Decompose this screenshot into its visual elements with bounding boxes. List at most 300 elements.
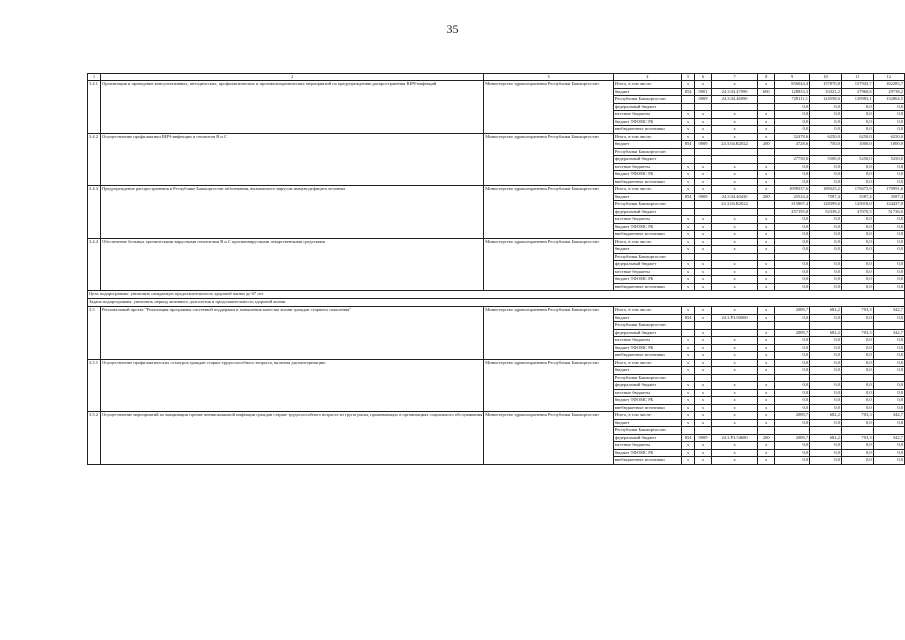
kbk-section: [695, 374, 711, 382]
year-2-amount: 0,0: [841, 457, 873, 465]
kbk-ministry: [682, 201, 695, 209]
year-3-amount: 0,0: [873, 103, 904, 111]
kbk-expense-type: х: [758, 307, 775, 315]
kbk-section: х: [695, 231, 711, 239]
year-2-amount: 176675,9: [841, 186, 873, 194]
total-amount: [775, 374, 810, 382]
total-amount: 0,0: [775, 283, 810, 291]
kbk-section: х: [695, 314, 711, 322]
year-3-amount: 342,7: [873, 412, 904, 420]
year-1-amount: 682,2: [810, 307, 842, 315]
kbk-ministry: х: [682, 359, 695, 367]
kbk-section: х: [695, 344, 711, 352]
year-2-amount: 3587,4: [841, 193, 873, 201]
year-3-amount: 3587,4: [873, 193, 904, 201]
kbk-expense-type: 200: [758, 193, 775, 201]
year-2-amount: [841, 253, 873, 261]
kbk-section: х: [695, 178, 711, 186]
total-amount: 0,0: [775, 178, 810, 186]
funding-source: местные бюджеты: [613, 337, 681, 345]
total-amount: 2089,7: [775, 307, 810, 315]
kbk-target: х: [711, 419, 758, 427]
kbk-target: х: [711, 337, 758, 345]
kbk-section: х: [695, 126, 711, 134]
year-2-amount: 129983,1: [841, 96, 873, 104]
year-3-amount: 0,0: [873, 404, 904, 412]
year-3-amount: 0,0: [873, 223, 904, 231]
year-1-amount: 0,0: [810, 103, 842, 111]
kbk-ministry: х: [682, 457, 695, 465]
kbk-expense-type: х: [758, 412, 775, 420]
kbk-expense-type: х: [758, 186, 775, 194]
event-name: Осуществление профилактики ВИЧ-инфекции и гепатитов В и С: [100, 133, 483, 186]
year-2-amount: 0,0: [841, 111, 873, 119]
kbk-expense-type: х: [758, 359, 775, 367]
kbk-section: х: [695, 449, 711, 457]
funding-source: Республики Башкортостан: [613, 427, 681, 435]
kbk-target: 24.3.04.40430: [711, 193, 758, 201]
year-1-amount: 0,0: [810, 268, 842, 276]
table-row: [88, 307, 905, 315]
kbk-section: 0909: [695, 193, 711, 201]
item-number: 3.4.1: [88, 81, 101, 134]
funding-source: федеральный бюджет: [613, 208, 681, 216]
year-1-amount: 0,0: [810, 178, 842, 186]
funding-source: Республики Башкортостан: [613, 322, 681, 330]
year-1-amount: 0,0: [810, 442, 842, 450]
year-3-amount: 0,0: [873, 389, 904, 397]
kbk-target: 24.3.P3.00000: [711, 314, 758, 322]
funding-source: Итого, в том числе:: [613, 307, 681, 315]
kbk-target: х: [711, 268, 758, 276]
total-amount: 0,0: [775, 442, 810, 450]
kbk-ministry: х: [682, 367, 695, 375]
funding-source: бюджет: [613, 193, 681, 201]
year-3-amount: 5250,0: [873, 156, 904, 164]
year-2-amount: 0,0: [841, 449, 873, 457]
kbk-expense-type: х: [758, 238, 775, 246]
kbk-section: х: [695, 367, 711, 375]
executor-name: Министерство здравоохранения Республики Башкортостан: [484, 186, 614, 239]
year-2-amount: 0,0: [841, 314, 873, 322]
funding-source: Итого, в том числе:: [613, 359, 681, 367]
total-amount: [775, 253, 810, 261]
kbk-ministry: х: [682, 133, 695, 141]
kbk-target: х: [711, 238, 758, 246]
kbk-ministry: 854: [682, 434, 695, 442]
kbk-target: х: [711, 352, 758, 360]
year-3-amount: 0,0: [873, 178, 904, 186]
kbk-ministry: [682, 329, 695, 337]
funding-source: местные бюджеты: [613, 111, 681, 119]
col-number: 8: [758, 74, 775, 81]
funding-source: внебюджетные источники: [613, 178, 681, 186]
year-3-amount: 0,0: [873, 314, 904, 322]
year-1-amount: [810, 148, 842, 156]
kbk-section: 0909: [695, 434, 711, 442]
kbk-ministry: [682, 208, 695, 216]
kbk-section: х: [695, 216, 711, 224]
year-3-amount: 0,0: [873, 352, 904, 360]
kbk-target: 24.3.04.46090: [711, 96, 758, 104]
kbk-ministry: х: [682, 382, 695, 390]
year-1-amount: 0,0: [810, 449, 842, 457]
total-amount: 0,0: [775, 419, 810, 427]
year-1-amount: [810, 427, 842, 435]
year-3-amount: 1000,0: [873, 141, 904, 149]
kbk-target: х: [711, 261, 758, 269]
year-1-amount: 5500,0: [810, 156, 842, 164]
kbk-expense-type: х: [758, 216, 775, 224]
year-3-amount: 51736,6: [873, 208, 904, 216]
total-amount: 0,0: [775, 261, 810, 269]
year-1-amount: 682,2: [810, 434, 842, 442]
kbk-expense-type: х: [758, 178, 775, 186]
funding-source: внебюджетные источники: [613, 404, 681, 412]
kbk-expense-type: х: [758, 126, 775, 134]
kbk-section: х: [695, 246, 711, 254]
kbk-target: х: [711, 118, 758, 126]
kbk-expense-type: х: [758, 382, 775, 390]
table-row: [88, 133, 905, 141]
col-number: 9: [775, 74, 810, 81]
total-amount: 32478,6: [775, 133, 810, 141]
column-number-row: [88, 74, 905, 81]
kbk-ministry: х: [682, 442, 695, 450]
event-name: Организация и проведение консультативных, методических, профилактических и противоэпидемических мероприятий по предупреждению распространения ВИЧ-инфекций: [100, 81, 483, 134]
item-number: 3.5.1: [88, 359, 101, 412]
year-2-amount: 0,0: [841, 359, 873, 367]
kbk-ministry: 854: [682, 88, 695, 96]
kbk-section: [695, 253, 711, 261]
total-amount: 0,0: [775, 367, 810, 375]
year-2-amount: [841, 148, 873, 156]
year-3-amount: 0,0: [873, 231, 904, 239]
kbk-target: х: [711, 126, 758, 134]
year-3-amount: 0,0: [873, 111, 904, 119]
section-3-5-1: [88, 359, 905, 412]
year-2-amount: 0,0: [841, 276, 873, 284]
year-2-amount: 0,0: [841, 283, 873, 291]
kbk-ministry: х: [682, 238, 695, 246]
year-2-amount: 5250,0: [841, 156, 873, 164]
goal-text: Цель подпрограммы: увеличить ожидаемую продолжительность здоровой жизни до 67 лет: [88, 291, 905, 299]
year-1-amount: 0,0: [810, 367, 842, 375]
kbk-target: х: [711, 307, 758, 315]
kbk-ministry: 854: [682, 141, 695, 149]
total-amount: 0,0: [775, 352, 810, 360]
kbk-ministry: х: [682, 186, 695, 194]
year-1-amount: 124558,6: [810, 96, 842, 104]
kbk-section: [695, 148, 711, 156]
kbk-section: х: [695, 261, 711, 269]
kbk-expense-type: х: [758, 442, 775, 450]
kbk-section: х: [695, 337, 711, 345]
year-3-amount: [873, 427, 904, 435]
total-amount: 0,0: [775, 449, 810, 457]
kbk-expense-type: х: [758, 171, 775, 179]
total-amount: 2089,7: [775, 434, 810, 442]
kbk-ministry: х: [682, 344, 695, 352]
kbk-ministry: х: [682, 397, 695, 405]
funding-source: федеральный бюджет: [613, 434, 681, 442]
kbk-section: х: [695, 442, 711, 450]
kbk-section: [695, 322, 711, 330]
total-amount: 0,0: [775, 397, 810, 405]
kbk-section: х: [695, 81, 711, 89]
funding-source: бюджет ТФОМС РБ: [613, 171, 681, 179]
event-name: Региональный проект "Реализация программы системной поддержки и повышения качества жизни граждан старшего поколения": [100, 307, 483, 360]
kbk-ministry: [682, 148, 695, 156]
kbk-section: х: [695, 163, 711, 171]
kbk-target: 24.3.04.47090: [711, 88, 758, 96]
kbk-ministry: х: [682, 246, 695, 254]
total-amount: 25524,4: [775, 193, 810, 201]
year-1-amount: 52338,2: [810, 208, 842, 216]
year-3-amount: 29738,2: [873, 88, 904, 96]
year-1-amount: 0,0: [810, 337, 842, 345]
total-amount: 0,0: [775, 268, 810, 276]
kbk-expense-type: х: [758, 367, 775, 375]
year-2-amount: 0,0: [841, 389, 873, 397]
item-number: 3.5: [88, 307, 101, 360]
total-amount: [775, 322, 810, 330]
year-3-amount: 0,0: [873, 238, 904, 246]
year-1-amount: 682,2: [810, 329, 842, 337]
year-2-amount: 125018,0: [841, 201, 873, 209]
table-row: [88, 81, 905, 89]
event-name: Предупреждение распространения в Республике Башкортостан заболевания, вызываемого вирусом иммунодефицита человека: [100, 186, 483, 239]
total-amount: 0,0: [775, 344, 810, 352]
year-2-amount: 0,0: [841, 118, 873, 126]
year-2-amount: 0,0: [841, 268, 873, 276]
kbk-expense-type: х: [758, 163, 775, 171]
year-2-amount: 0,0: [841, 163, 873, 171]
kbk-target: х: [711, 81, 758, 89]
total-amount: 0,0: [775, 337, 810, 345]
year-1-amount: 0,0: [810, 344, 842, 352]
year-1-amount: 682,2: [810, 412, 842, 420]
year-1-amount: [810, 322, 842, 330]
total-amount: [775, 427, 810, 435]
section-3-5: [88, 307, 905, 360]
funding-source: федеральный бюджет: [613, 261, 681, 269]
kbk-target: [711, 253, 758, 261]
kbk-ministry: х: [682, 276, 695, 284]
section-3-4-1: [88, 81, 905, 134]
year-1-amount: 0,0: [810, 382, 842, 390]
total-amount: 0,0: [775, 103, 810, 111]
kbk-expense-type: х: [758, 111, 775, 119]
year-1-amount: 0,0: [810, 231, 842, 239]
kbk-expense-type: [758, 156, 775, 164]
kbk-section: х: [695, 457, 711, 465]
kbk-target: х: [711, 389, 758, 397]
kbk-section: х: [695, 111, 711, 119]
funding-source: бюджет ТФОМС РБ: [613, 276, 681, 284]
year-1-amount: 0,0: [810, 171, 842, 179]
year-3-amount: 0,0: [873, 268, 904, 276]
kbk-target: х: [711, 111, 758, 119]
total-amount: 0,0: [775, 163, 810, 171]
year-3-amount: 6250,0: [873, 133, 904, 141]
kbk-expense-type: [758, 96, 775, 104]
total-amount: 315807,4: [775, 201, 810, 209]
year-3-amount: [873, 148, 904, 156]
kbk-target: х: [711, 283, 758, 291]
kbk-expense-type: х: [758, 449, 775, 457]
kbk-target: х: [711, 133, 758, 141]
year-1-amount: 33321,2: [810, 88, 842, 96]
kbk-expense-type: х: [758, 231, 775, 239]
kbk-ministry: х: [682, 163, 695, 171]
year-3-amount: 0,0: [873, 283, 904, 291]
budget-table: [87, 73, 905, 465]
kbk-ministry: х: [682, 216, 695, 224]
funding-source: внебюджетные источники: [613, 352, 681, 360]
kbk-target: 24.3.04.R2022: [711, 141, 758, 149]
year-3-amount: 0,0: [873, 126, 904, 134]
funding-source: федеральный бюджет: [613, 156, 681, 164]
kbk-ministry: х: [682, 231, 695, 239]
year-1-amount: 750,0: [810, 141, 842, 149]
table-row: [88, 238, 905, 246]
kbk-expense-type: [758, 253, 775, 261]
year-2-amount: 0,0: [841, 442, 873, 450]
kbk-expense-type: х: [758, 344, 775, 352]
total-amount: 1098337,6: [775, 186, 810, 194]
kbk-target: 24.3.P3.54680: [711, 434, 758, 442]
funding-source: Республики Башкортостан: [613, 96, 681, 104]
year-1-amount: 0,0: [810, 419, 842, 427]
funding-source: местные бюджеты: [613, 216, 681, 224]
year-2-amount: [841, 427, 873, 435]
year-3-amount: 132864,5: [873, 96, 904, 104]
col-number: 6: [695, 74, 711, 81]
kbk-section: х: [695, 397, 711, 405]
kbk-section: х: [695, 276, 711, 284]
kbk-section: х: [695, 404, 711, 412]
year-2-amount: [841, 322, 873, 330]
kbk-expense-type: [758, 427, 775, 435]
year-3-amount: [873, 322, 904, 330]
kbk-ministry: х: [682, 81, 695, 89]
kbk-expense-type: х: [758, 246, 775, 254]
kbk-section: х: [695, 307, 711, 315]
kbk-expense-type: [758, 208, 775, 216]
kbk-expense-type: х: [758, 223, 775, 231]
kbk-expense-type: х: [758, 352, 775, 360]
year-1-amount: 0,0: [810, 276, 842, 284]
section-3-4-2: [88, 133, 905, 186]
year-2-amount: 703,3: [841, 329, 873, 337]
kbk-ministry: 854: [682, 314, 695, 322]
kbk-ministry: х: [682, 283, 695, 291]
kbk-target: х: [711, 404, 758, 412]
year-3-amount: 179991,6: [873, 186, 904, 194]
event-name: Обеспечение больных хроническими вирусными гепатитами В и С противовирусными лекарственными средствами: [100, 238, 483, 291]
kbk-target: х: [711, 163, 758, 171]
funding-source: бюджет: [613, 141, 681, 149]
kbk-target: [711, 374, 758, 382]
funding-source: федеральный бюджет: [613, 103, 681, 111]
total-amount: 0,0: [775, 276, 810, 284]
total-amount: 0,0: [775, 404, 810, 412]
kbk-section: х: [695, 118, 711, 126]
col-number: 12: [873, 74, 904, 81]
total-amount: 2089,7: [775, 329, 810, 337]
funding-source: Итого, в том числе:: [613, 186, 681, 194]
funding-source: Республики Башкортостан: [613, 374, 681, 382]
kbk-ministry: х: [682, 261, 695, 269]
kbk-section: х: [695, 412, 711, 420]
year-2-amount: 0,0: [841, 223, 873, 231]
funding-source: местные бюджеты: [613, 163, 681, 171]
year-3-amount: 0,0: [873, 171, 904, 179]
year-2-amount: [841, 374, 873, 382]
kbk-ministry: х: [682, 223, 695, 231]
kbk-section: х: [695, 283, 711, 291]
kbk-expense-type: х: [758, 261, 775, 269]
kbk-section: [695, 156, 711, 164]
total-amount: 0,0: [775, 126, 810, 134]
kbk-target: [711, 148, 758, 156]
funding-source: федеральный бюджет: [613, 382, 681, 390]
year-2-amount: 157943,7: [841, 81, 873, 89]
event-name: Осуществление мероприятий по вакцинации против пневмококковой инфекции граждан старше трудоспособного возраста из групп риска, проживающих в организациях социального обслуживания: [100, 412, 483, 465]
funding-source: бюджет ТФОМС РБ: [613, 223, 681, 231]
kbk-ministry: х: [682, 337, 695, 345]
kbk-section: х: [695, 238, 711, 246]
funding-source: внебюджетные источники: [613, 283, 681, 291]
executor-name: Министерство здравоохранения Республики Башкортостан: [484, 359, 614, 412]
kbk-target: [711, 427, 758, 435]
year-1-amount: [810, 253, 842, 261]
total-amount: 856044,4: [775, 81, 810, 89]
year-1-amount: 0,0: [810, 238, 842, 246]
total-amount: 0,0: [775, 238, 810, 246]
executor-name: Министерство здравоохранения Республики Башкортостан: [484, 412, 614, 465]
kbk-ministry: х: [682, 307, 695, 315]
funding-source: бюджет: [613, 419, 681, 427]
funding-source: бюджет: [613, 367, 681, 375]
year-2-amount: 0,0: [841, 103, 873, 111]
year-3-amount: 0,0: [873, 163, 904, 171]
year-3-amount: 0,0: [873, 276, 904, 284]
kbk-section: х: [695, 186, 711, 194]
executor-name: Министерство здравоохранения Республики Башкортостан: [484, 307, 614, 360]
year-3-amount: 0,0: [873, 442, 904, 450]
kbk-target: х: [711, 397, 758, 405]
year-2-amount: 0,0: [841, 419, 873, 427]
year-1-amount: 0,0: [810, 397, 842, 405]
executor-name: Министерство здравоохранения Республики Башкортостан: [484, 133, 614, 186]
kbk-section: х: [695, 268, 711, 276]
funding-source: бюджет: [613, 88, 681, 96]
kbk-target: [711, 208, 758, 216]
year-1-amount: 0,0: [810, 163, 842, 171]
col-number: 10: [810, 74, 842, 81]
total-amount: 728111,1: [775, 96, 810, 104]
kbk-section: х: [695, 133, 711, 141]
year-3-amount: 0,0: [873, 419, 904, 427]
kbk-section: х: [695, 419, 711, 427]
year-3-amount: 0,0: [873, 337, 904, 345]
year-2-amount: 0,0: [841, 231, 873, 239]
kbk-ministry: х: [682, 449, 695, 457]
kbk-ministry: х: [682, 111, 695, 119]
kbk-target: х: [711, 344, 758, 352]
